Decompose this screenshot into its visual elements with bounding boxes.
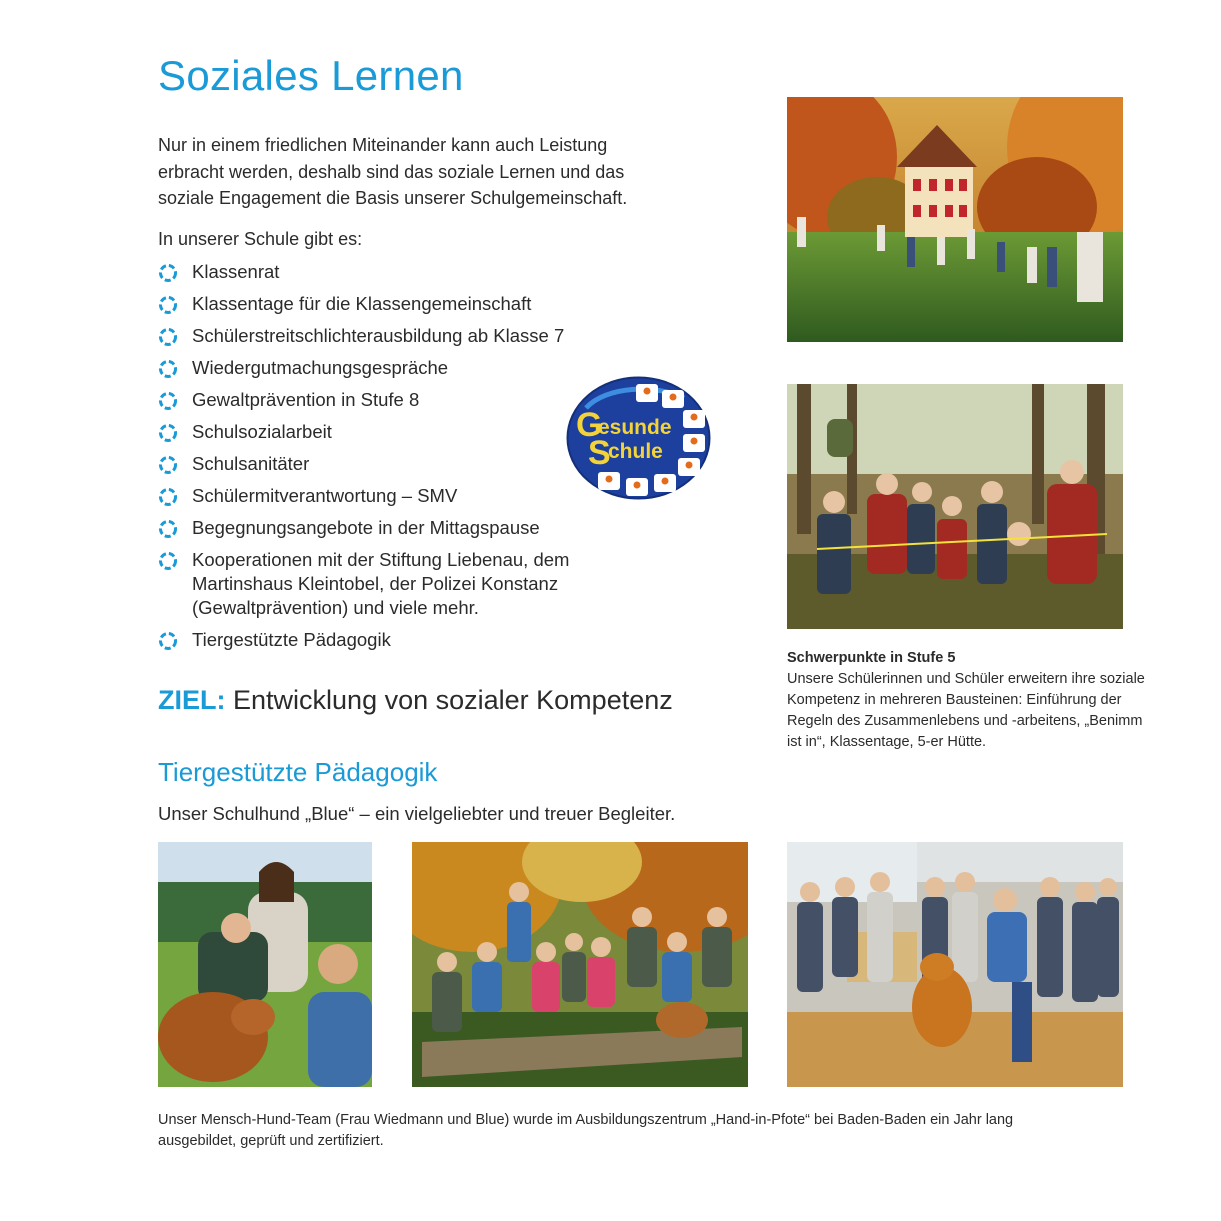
list-item — [158, 516, 608, 540]
goal-label: ZIEL: — [158, 685, 226, 715]
bullet-circle-icon — [158, 455, 178, 475]
photo-caption — [787, 648, 1147, 753]
list-item-label: Klassenrat — [192, 261, 280, 282]
bullet-circle-icon — [158, 327, 178, 347]
list-item — [158, 292, 608, 316]
svg-text:S: S — [588, 434, 611, 472]
list-item-label: Kooperationen mit der Stiftung Liebenau, dem Martinshaus Kleintobel, der Polizei Konstanz (Gewaltprävention) und viele mehr. — [192, 549, 570, 618]
list-item — [158, 260, 608, 284]
photo-girl-with-dog — [158, 842, 372, 1087]
feature-list — [158, 260, 608, 660]
list-item — [158, 452, 608, 476]
list-heading: In unserer Schule gibt es: — [158, 229, 363, 249]
list-item — [158, 356, 608, 380]
list-item-label: Tiergestützte Pädagogik — [192, 629, 391, 650]
svg-text:chule: chule — [608, 440, 663, 463]
bullet-circle-icon — [158, 519, 178, 539]
photo-group-forest-dog — [412, 842, 748, 1087]
photo-forest-activity — [787, 384, 1123, 629]
list-item-label: Schülermitverantwortung – SMV — [192, 485, 458, 506]
list-item-label: Schulsanitäter — [192, 453, 310, 474]
goal-text: Entwicklung von sozialer Kompetenz — [233, 685, 673, 715]
goal-statement — [158, 685, 673, 716]
page-title: Soziales Lernen — [158, 52, 464, 99]
intro-paragraph: Nur in einem friedlichen Miteinander kann auch Leistung erbracht werden, deshalb sind das soziale Lernen und das soziale Engagement die Basis unserer Schulgemeinschaft. — [158, 135, 628, 208]
bullet-circle-icon — [158, 263, 178, 283]
photo-school-house-autumn — [787, 97, 1123, 342]
list-item — [158, 628, 608, 652]
section-text: Unser Schulhund „Blue“ – ein vielgeliebter und treuer Begleiter. — [158, 803, 676, 824]
list-item-label: Gewaltprävention in Stufe 8 — [192, 389, 420, 410]
bullet-circle-icon — [158, 359, 178, 379]
bullet-circle-icon — [158, 487, 178, 507]
footer-note: Unser Mensch-Hund-Team (Frau Wiedmann und Blue) wurde im Ausbildungszentrum „Hand-in-Pfote“ bei Baden-Baden ein Jahr lang ausgebildet, geprüft und zertifiziert. — [158, 1112, 1014, 1149]
bullet-circle-icon — [158, 631, 178, 651]
bullet-circle-icon — [158, 551, 178, 571]
bullet-circle-icon — [158, 295, 178, 315]
list-item-label: Begegnungsangebote in der Mittagspause — [192, 517, 540, 538]
bullet-circle-icon — [158, 423, 178, 443]
list-item — [158, 388, 608, 412]
list-item — [158, 548, 608, 620]
photo-classroom-dog — [787, 842, 1123, 1087]
section-heading: Tiergestützte Pädagogik — [158, 757, 438, 787]
bullet-circle-icon — [158, 391, 178, 411]
svg-text:G: G — [576, 406, 603, 444]
list-item — [158, 420, 608, 444]
list-item-label: Schülerstreitschlichterausbildung ab Klasse 7 — [192, 325, 565, 346]
svg-text:esunde: esunde — [598, 416, 672, 439]
list-item-label: Klassentage für die Klassengemeinschaft — [192, 293, 532, 314]
caption-title: Schwerpunkte in Stufe 5 — [787, 650, 956, 666]
list-item — [158, 484, 608, 508]
gesunde-schule-logo — [566, 376, 711, 500]
list-item — [158, 324, 608, 348]
list-item-label: Schulsozialarbeit — [192, 421, 332, 442]
caption-text: Unsere Schülerinnen und Schüler erweitern ihre soziale Kompetenz in mehreren Bausteinen: Einführung der Regeln des Zusammenlebens und -arbeitens, „Benimm ist in“, Klassentage, 5-er Hütte. — [787, 671, 1145, 750]
list-item-label: Wiedergutmachungsgespräche — [192, 357, 449, 378]
